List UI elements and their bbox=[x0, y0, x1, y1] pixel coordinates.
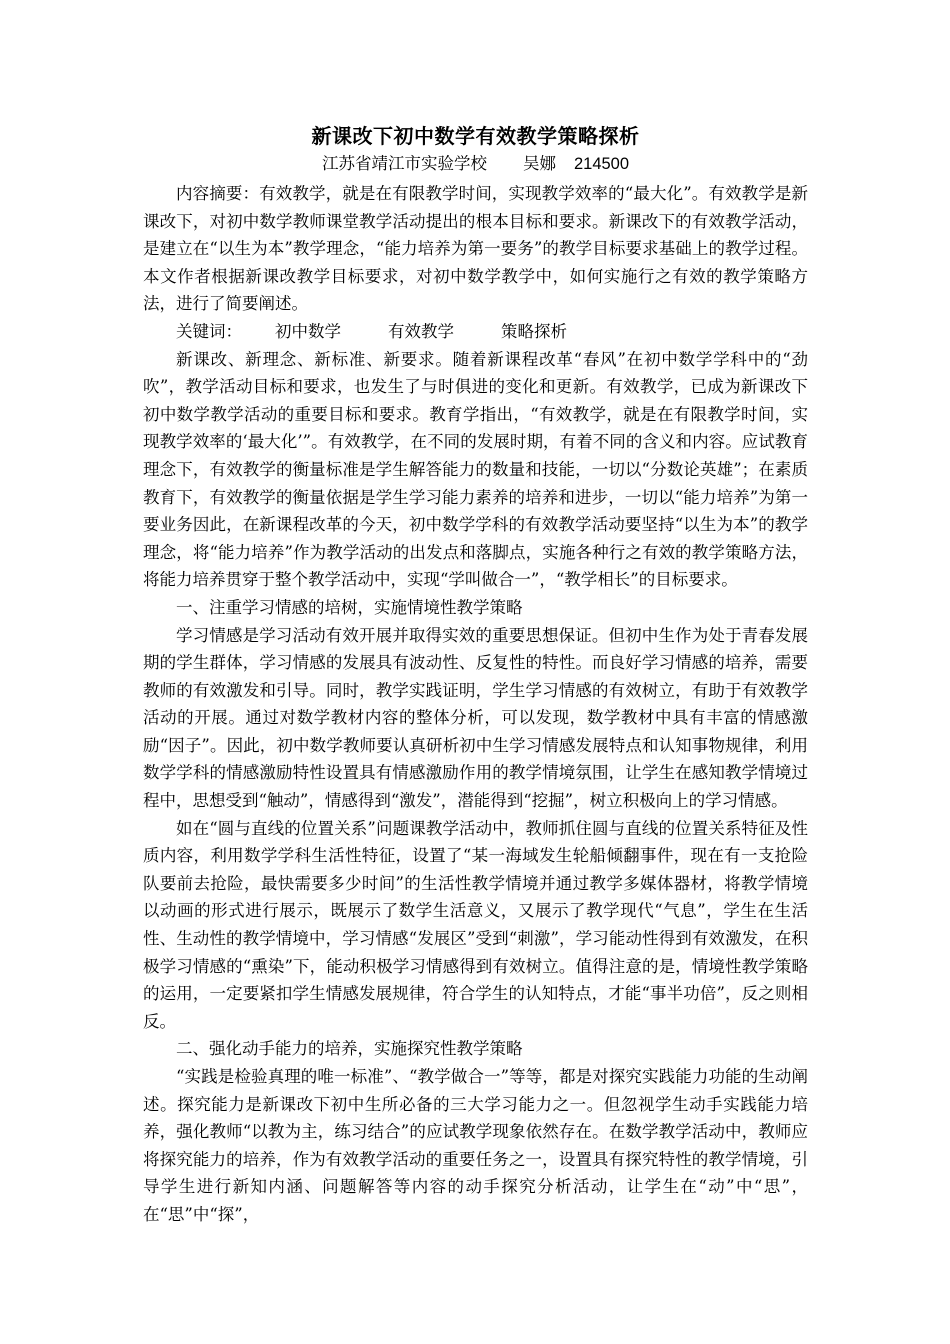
keyword: 有效教学 bbox=[388, 321, 454, 341]
author-postcode: 214500 bbox=[573, 155, 630, 173]
keyword: 策略探析 bbox=[501, 321, 567, 341]
abstract-paragraph: 内容摘要：有效教学，就是在有限教学时间，实现教学效率的“最大化”。有效教学是新课改下，对初中数学教师课堂教学活动提出的根本目标和要求。新课改下的有效教学活动，是建立在“以生为本”教学理念，“能力培养为第一要务”的教学目标要求基础上的教学过程。本文作者根据新课改教学目标要求，对初中数学教学中，如何实施行之有效的教学策略方法，进行了简要阐述。 bbox=[143, 184, 808, 314]
body-paragraph: “实践是检验真理的唯一标准”、“教学做合一”等等，都是对探究实践能力功能的生动阐述。探究能力是新课改下初中生所必备的三大学习能力之一。但忽视学生动手实践能力培养，强化教师“以教为主，练习结合”的应试教学现象依然存在。在数学教学活动中，教师应将探究能力的培养，作为有效教学活动的重要任务之一，设置具有探究特性的教学情境，引导学生进行新知内涵、问题解答等内容的动手探究分析活动，让学生在“动”中“思”，在“思”中“探”， bbox=[143, 1067, 808, 1224]
keyword: 初中数学 bbox=[275, 321, 341, 341]
document-body bbox=[143, 120, 808, 1229]
keywords-line bbox=[143, 318, 808, 346]
section-heading: 二、强化动手能力的培养，实施探究性教学策略 bbox=[176, 1039, 523, 1059]
body-paragraph: 如在“圆与直线的位置关系”问题课教学活动中，教师抓住圆与直线的位置关系特征及性质内容，利用数学学科生活性特征，设置了“某一海域发生轮船倾翻事件，现在有一支抢险队要前去抢险，最快需要多少时间”的生活性教学情境并通过教学多媒体器材，将教学情境以动画的形式进行展示，既展示了数学生活意义，又展示了教学现代“气息”，学生在生活性、生动性的教学情境中，学习情感“发展区”受到“刺激”，学习能动性得到有效激发，在积极学习情感的“熏染”下，能动积极学习情感得到有效树立。值得注意的是，情境性教学策略的运用，一定要紧扣学生情感发展规律，符合学生的认知特点，才能“事半功倍”，反之则相反。 bbox=[143, 818, 808, 1031]
body-paragraph: 新课改、新理念、新标准、新要求。随着新课程改革“春风”在初中数学学科中的“劲吹”，教学活动目标和要求，也发生了与时俱进的变化和更新。有效教学，已成为新课改下初中数学教学活动的重要目标和要求。教育学指出，“有效教学，就是在有限教学时间，实现教学效率的‘最大化’”。有效教学，在不同的发展时期，有着不同的含义和内容。应试教育理念下，有效教学的衡量标准是学生解答能力的数量和技能，一切以“分数论英雄”；在素质教育下，有效教学的衡量依据是学生学习能力素养的培养和进步，一切以“能力培养”为第一要业务因此，在新课程改革的今天，初中数学学科的有效教学活动要坚持“以生为本”的教学理念，将“能力培养”作为教学活动的出发点和落脚点，实施各种行之有效的教学策略方法，将能力培养贯穿于整个教学活动中，实现“学叫做合一”，“教学相长”的目标要求。 bbox=[143, 349, 808, 590]
section-heading: 一、注重学习情感的培树，实施情境性教学策略 bbox=[176, 597, 523, 617]
author-name: 吴娜 bbox=[522, 154, 556, 173]
body-paragraph: 学习情感是学习活动有效开展并取得实效的重要思想保证。但初中生作为处于青春发展期的学生群体，学习情感的发展具有波动性、反复性的特性。而良好学习情感的培养，需要教师的有效激发和引导。同时，教学实践证明，学生学习情感的有效树立，有助于有效教学活动的开展。通过对数学教材内容的整体分析，可以发现，数学教材中具有丰富的情感激励“因子”。因此，初中数学教师要认真研析初中生学习情感发展特点和认知事物规律，利用数学学科的情感激励特性设置具有情感激励作用的教学情境氛围，让学生在感知教学情境过程中，思想受到“触动”，情感得到“激发”，潜能得到“挖掘”，树立积极向上的学习情感。 bbox=[143, 625, 808, 811]
keywords-label: 关键词： bbox=[176, 321, 242, 341]
document-title: 新课改下初中数学有效教学策略探析 bbox=[311, 124, 640, 148]
author-school: 江苏省靖江市实验学校 bbox=[321, 154, 487, 173]
author-byline bbox=[143, 152, 808, 176]
